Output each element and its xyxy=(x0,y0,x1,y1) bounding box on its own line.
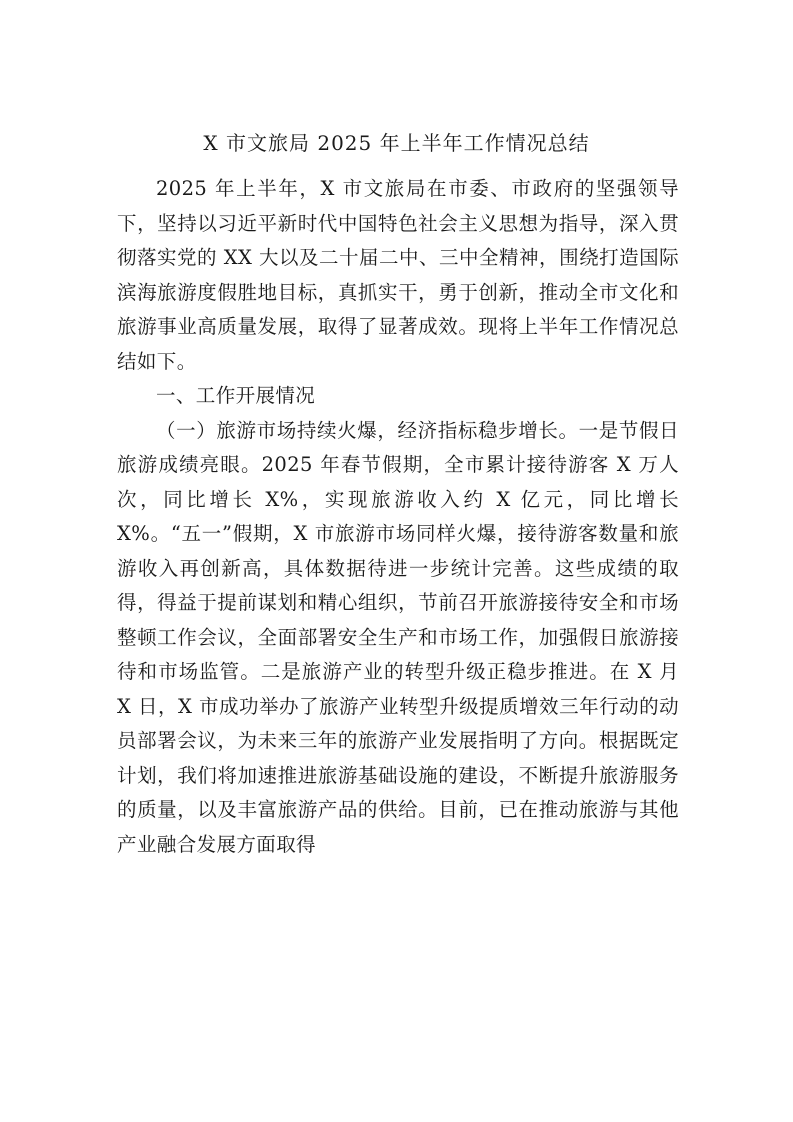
document-body xyxy=(117,172,679,862)
intro-paragraph: 2025 年上半年，X 市文旅局在市委、市政府的坚强领导下，坚持以习近平新时代中国特色社会主义思想为指导，深入贯彻落实党的 XX 大以及二十届二中、三中全精神，围绕打造国际滨海旅游度假胜地目标，真抓实干，勇于创新，推动全市文化和旅游事业高质量发展，取得了显著成效。现将上半年工作情况总结如下。 xyxy=(117,177,679,373)
section-paragraph: （一）旅游市场持续火爆，经济指标稳步增长。一是节假日旅游成绩亮眼。2025 年春节假期，全市累计接待游客 X 万人次，同比增长 X%，实现旅游收入约 X 亿元，同比增长 X%。“五一”假期，X 市旅游市场同样火爆，接待游客数量和旅游收入再创新高，具体数据待进一步统计完善。这些成绩的取得，得益于提前谋划和精心组织，节前召开旅游接待安全和市场整顿工作会议，全面部署安全生产和市场工作，加强假日旅游接待和市场监管。二是旅游产业的转型升级正稳步推进。在 X 月 X 日，X 市成功举办了旅游产业转型升级提质增效三年行动的动员部署会议，为未来三年的旅游产业发展指明了方向。根据既定计划，我们将加速推进旅游基础设施的建设，不断提升旅游服务的质量，以及丰富旅游产品的供给。目前，已在推动旅游与其他产业融合发展方面取得 xyxy=(117,418,679,856)
document-title: X 市文旅局 2025 年上半年工作情况总结 xyxy=(203,131,590,155)
section-heading: 一、工作开展情况 xyxy=(156,384,316,407)
